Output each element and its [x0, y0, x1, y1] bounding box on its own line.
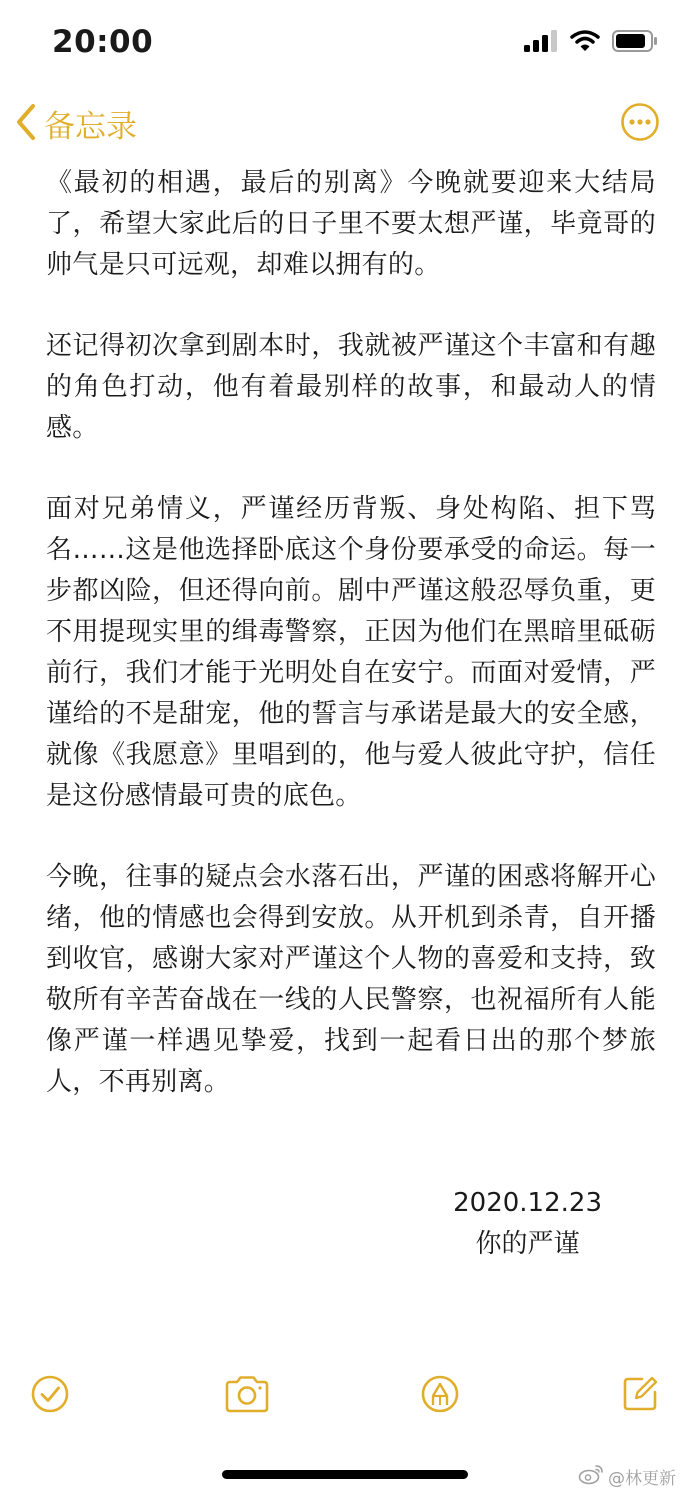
weibo-logo-icon: [578, 1463, 604, 1490]
camera-button[interactable]: [221, 1370, 273, 1422]
signature-name: 你的严谨: [475, 1229, 580, 1259]
camera-icon: [223, 1374, 271, 1418]
ellipsis-circle-icon: [620, 127, 660, 146]
chevron-left-icon: [14, 103, 38, 145]
status-time: 20:00: [52, 24, 154, 60]
checklist-icon: [30, 1374, 70, 1418]
note-body[interactable]: [46, 163, 656, 1143]
battery-icon: [612, 30, 658, 56]
more-options-button[interactable]: [620, 102, 660, 146]
markup-pen-icon: [420, 1374, 460, 1418]
note-paragraph-4: 今晚，往事的疑点会水落石出，严谨的困惑将解开心绪，他的情感也会得到安放。从开机到杀青，自开播到收官，感谢大家对严谨这个人物的喜爱和支持，致敬所有辛苦奋战在一线的人民警察，也祝福所有人能像严谨一样遇见挚爱，找到一起看日出的那个梦旅人，不再别离。: [46, 862, 656, 1097]
markup-button[interactable]: [414, 1370, 466, 1422]
home-indicator[interactable]: [222, 1470, 468, 1479]
navigation-bar: [0, 95, 690, 155]
compose-button[interactable]: [614, 1370, 666, 1422]
watermark: [578, 1463, 676, 1490]
compose-icon: [620, 1374, 660, 1418]
checklist-button[interactable]: [24, 1370, 76, 1422]
back-label: 备忘录: [44, 109, 137, 145]
note-paragraph-2: 还记得初次拿到剧本时，我就被严谨这个丰富和有趣的角色打动，他有着最别样的故事，和最动人的情感。: [46, 331, 656, 443]
watermark-text: @林更新: [608, 1469, 676, 1489]
note-paragraph-1: 《最初的相遇，最后的别离》今晚就要迎来大结局了，希望大家此后的日子里不要太想严谨，毕竟哥的帅气是只可远观，却难以拥有的。: [46, 168, 656, 280]
status-icons: [524, 30, 658, 56]
back-button[interactable]: [14, 101, 137, 146]
bottom-toolbar: [0, 1370, 690, 1422]
status-bar: [0, 0, 690, 90]
signature-date: 2020.12.23: [453, 1188, 602, 1218]
note-paragraph-3: 面对兄弟情义，严谨经历背叛、身处构陷、担下骂名……这是他选择卧底这个身份要承受的命运。每一步都凶险，但还得向前。剧中严谨这般忍辱负重，更不用提现实里的缉毒警察，正因为他们在黑暗里砥砺前行，我们才能于光明处自在安宁。而面对爱情，严谨给的不是甜宠，他的誓言与承诺是最大的安全感，就像《我愿意》里唱到的，他与爱人彼此守护，信任是这份感情最可贵的底色。: [46, 494, 656, 811]
wifi-icon: [570, 30, 600, 56]
note-signature: [453, 1183, 602, 1265]
cellular-signal-icon: [524, 30, 558, 56]
